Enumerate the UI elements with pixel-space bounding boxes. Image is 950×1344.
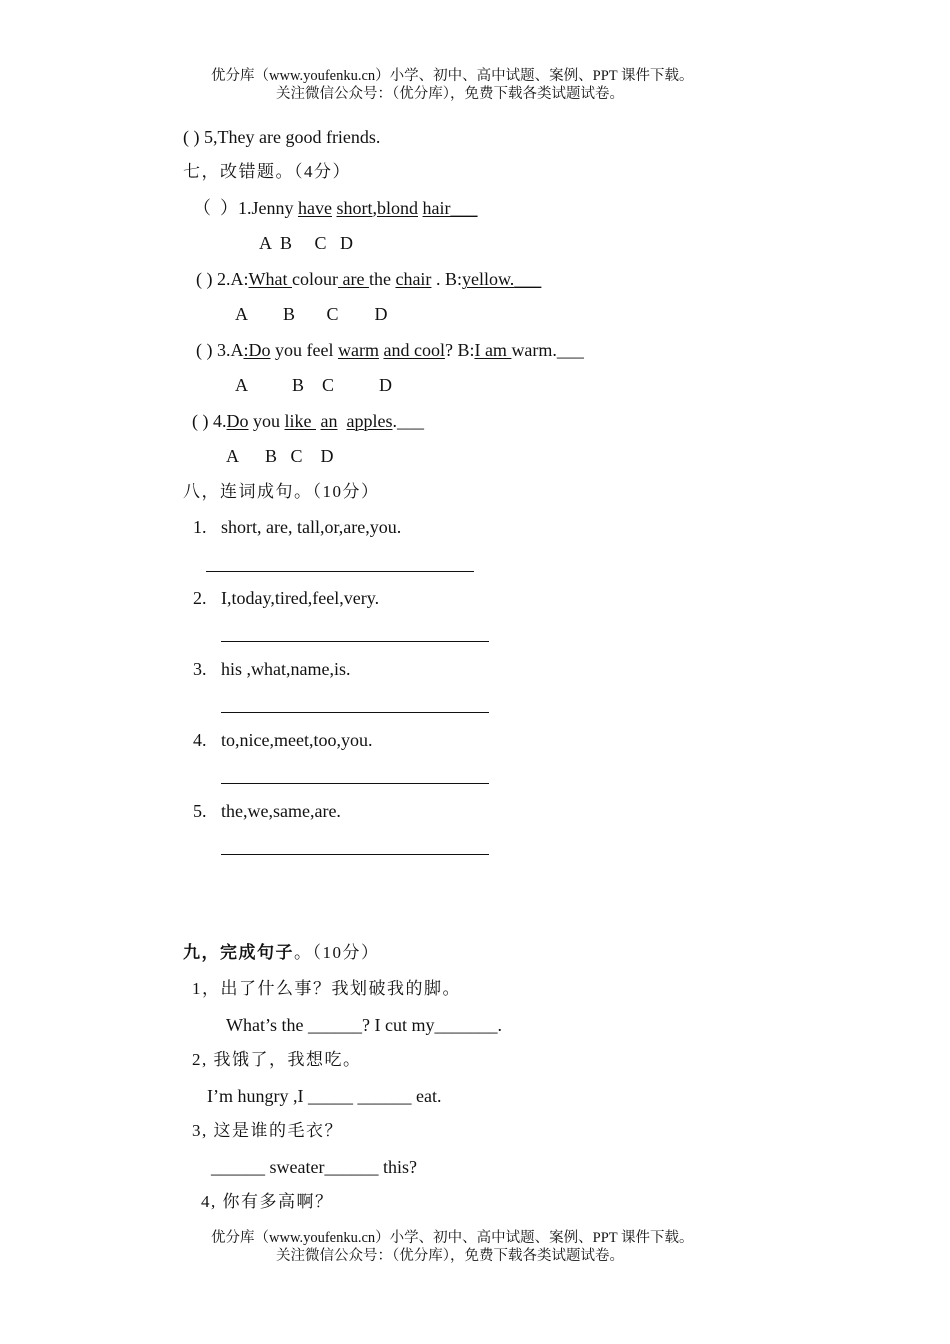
s8-item-4-number: 4. bbox=[193, 730, 207, 750]
s8-answer-line-5[interactable] bbox=[221, 854, 489, 855]
s8-answer-line-4[interactable] bbox=[221, 783, 489, 784]
s8-answer-line-1[interactable] bbox=[206, 571, 474, 572]
section-8-title: 八，连词成句。（10分） bbox=[183, 482, 380, 501]
s8-item-3-text: his ,what,name,is. bbox=[221, 659, 351, 679]
section-7-title: 七，改错题。（4分） bbox=[183, 162, 351, 181]
s9-q3-chinese: 3, 这是谁的毛衣？ bbox=[192, 1121, 343, 1140]
s9-q2-english: I’m hungry ,I _____ ______ eat. bbox=[207, 1086, 442, 1106]
s9-q4-chinese: 4, 你有多高啊？ bbox=[201, 1192, 334, 1211]
s7-q2-letters: A B C D bbox=[235, 304, 388, 324]
section-9-title: 九，完成句子。（10分） bbox=[183, 943, 380, 962]
s8-item-5-text: the,we,same,are. bbox=[221, 801, 341, 821]
s9-q3-english: ______ sweater______ this? bbox=[211, 1157, 417, 1177]
s7-q4-letters: A B C D bbox=[226, 446, 334, 466]
s8-item-3-number: 3. bbox=[193, 659, 207, 679]
s7-q1-letters: A B C D bbox=[259, 233, 354, 253]
s7-question-1: （ ）1.Jenny have short,blond hair___ bbox=[193, 198, 478, 218]
header-line-2: 关注微信公众号：（优分库），免费下载各类试题试卷。 bbox=[276, 86, 624, 102]
prev-item-5: ( ) 5,They are good friends. bbox=[183, 127, 381, 147]
s8-item-2-number: 2. bbox=[193, 588, 207, 608]
s9-q2-chinese: 2, 我饿了，我想吃。 bbox=[192, 1050, 362, 1069]
s7-question-4: ( ) 4.Do you like an apples.___ bbox=[192, 411, 424, 431]
s8-answer-line-2[interactable] bbox=[221, 641, 489, 642]
s8-answer-line-3[interactable] bbox=[221, 712, 489, 713]
footer-line-1: 优分库（www.youfenku.cn）小学、初中、高中试题、案例、PPT 课件下载。 bbox=[211, 1230, 694, 1246]
header-line-1: 优分库（www.youfenku.cn）小学、初中、高中试题、案例、PPT 课件下载。 bbox=[211, 68, 694, 84]
s8-item-5-number: 5. bbox=[193, 801, 207, 821]
footer-line-2: 关注微信公众号：（优分库），免费下载各类试题试卷。 bbox=[276, 1248, 624, 1264]
s8-item-2-text: I,today,tired,feel,very. bbox=[221, 588, 380, 608]
s8-item-1-text: short, are, tall,or,are,you. bbox=[221, 517, 402, 537]
s7-question-2: ( ) 2.A:What colour are the chair . B:yellow.___ bbox=[196, 269, 542, 289]
s8-item-4-text: to,nice,meet,too,you. bbox=[221, 730, 373, 750]
s7-q3-letters: A B C D bbox=[235, 375, 393, 395]
s9-q1-chinese: 1，出了什么事？我划破我的脚。 bbox=[192, 979, 461, 998]
s7-question-3: ( ) 3.A:Do you feel warm and cool? B:I am warm.___ bbox=[196, 340, 584, 360]
s8-item-1-number: 1. bbox=[193, 517, 207, 537]
s9-q1-english: What’s the ______? I cut my_______. bbox=[226, 1015, 502, 1035]
